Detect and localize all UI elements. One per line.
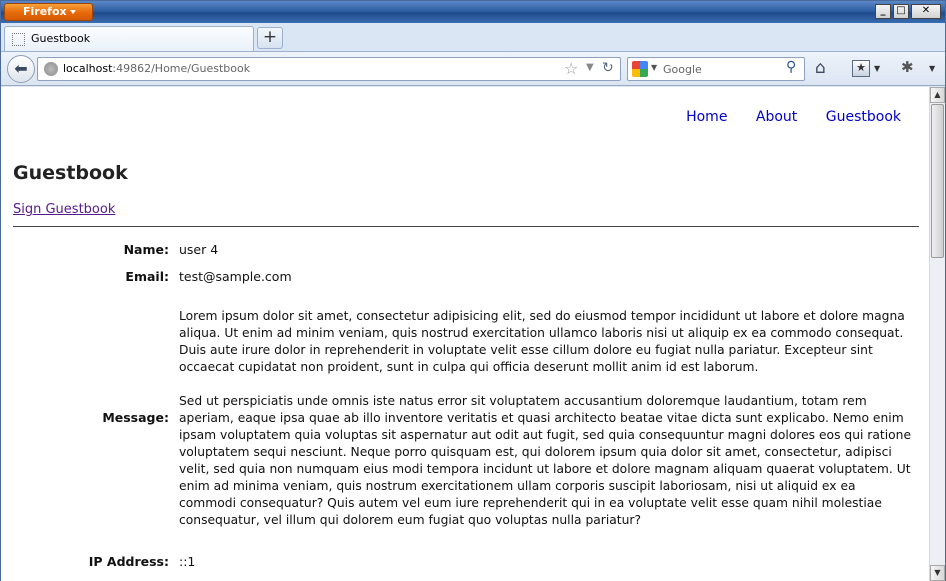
url-bar[interactable]	[37, 57, 621, 81]
search-input[interactable]: Google	[663, 63, 702, 76]
addon-icon[interactable]: ✱	[901, 58, 914, 76]
bookmarks-dropdown-icon[interactable]: ▼	[874, 64, 881, 73]
addon-dropdown-icon[interactable]: ▼	[929, 64, 936, 73]
site-nav	[662, 109, 901, 125]
nav-guestbook-link[interactable]: Guestbook	[825, 109, 901, 125]
title-bar	[1, 1, 945, 23]
email-value: test@sample.com	[179, 269, 292, 284]
search-engine-dropdown-icon[interactable]: ▼	[651, 63, 658, 72]
message-value	[179, 308, 915, 546]
firefox-menu-button[interactable]	[4, 3, 93, 21]
scroll-up-icon[interactable]: ▲	[930, 87, 945, 103]
reload-icon[interactable]: ↻	[602, 60, 614, 76]
ip-value: ::1	[179, 554, 196, 569]
navigation-toolbar	[1, 51, 945, 86]
scroll-down-icon[interactable]: ▼	[930, 565, 945, 581]
maximize-button[interactable]: □	[893, 4, 909, 19]
minimize-button[interactable]: _	[875, 4, 891, 19]
search-bar[interactable]	[627, 57, 805, 81]
nav-about-link[interactable]: About	[755, 109, 798, 125]
page-icon	[12, 33, 25, 46]
url-text[interactable]	[63, 62, 250, 75]
url-path: :49862/Home/Guestbook	[112, 62, 251, 75]
divider	[13, 226, 919, 227]
new-tab-button[interactable]: +	[257, 27, 283, 49]
message-label: Message:	[102, 410, 169, 425]
google-icon[interactable]	[632, 61, 648, 77]
message-paragraph: Sed ut perspiciatis unde omnis iste natus error sit voluptatem accusantium doloremque laudantium, totam rem aperiam, eaque ipsa quae ab illo inventore veritatis et quasi architecto beatae vitae dicta sunt explicabo. Nemo enim ipsam voluptatem quia voluptas sit aspernatur aut odit aut fugit, sed quia consequuntur magni dolores eos qui ratione voluptatem sequi nesciunt. Neque porro quisquam est, qui dolorem ipsum quia dolor sit amet, consectetur, adipisci velit, sed quia non numquam eius modi tempora incidunt ut labore et dolore magnam aliquam quaerat voluptatem. Ut enim ad minima veniam, quis nostrum exercitationem ullam corporis suscipit laboriosam, nisi ut aliquid ex ea commodi consequatur? Quis autem vel eum iure reprehenderit qui in ea voluptate velit esse quam nihil molestiae consequatur, vel illum qui dolorem eum fugiat quo voluptas nulla pariatur?	[179, 394, 912, 527]
home-icon[interactable]: ⌂	[815, 58, 826, 78]
ip-label: IP Address:	[88, 554, 169, 569]
bookmarks-icon[interactable]: ★	[852, 60, 870, 77]
email-label: Email:	[125, 269, 169, 284]
close-button[interactable]: ✕	[911, 4, 941, 19]
history-dropdown-icon[interactable]: ▼	[586, 62, 594, 73]
chevron-down-icon	[70, 10, 76, 14]
firefox-menu-label: Firefox	[23, 5, 67, 18]
search-icon[interactable]: ⚲	[786, 59, 797, 75]
globe-icon	[44, 62, 58, 76]
tab-guestbook[interactable]	[4, 26, 254, 51]
name-value: user 4	[179, 242, 219, 257]
nav-home-link[interactable]: Home	[686, 109, 728, 125]
name-label: Name:	[123, 242, 169, 257]
url-host: localhost	[63, 62, 113, 75]
tab-strip	[1, 23, 945, 51]
tab-title: Guestbook	[31, 32, 91, 45]
page-content	[1, 87, 929, 581]
vertical-scrollbar[interactable]	[929, 87, 945, 581]
back-arrow-icon: ⬅	[14, 59, 28, 78]
message-paragraph: Lorem ipsum dolor sit amet, consectetur adipisicing elit, sed do eiusmod tempor incididunt ut labore et dolore magna aliqua. Ut enim ad minim veniam, quis nostrud exercitation ullamco laboris nisi ut aliquip ex ea commodo consequat. Duis aute irure dolor in reprehenderit in voluptate velit esse cillum dolore eu fugiat nulla pariatur. Excepteur sint occaecat cupidatat non proident, sunt in culpa qui officia deserunt mollit anim id est laborum.	[179, 309, 905, 374]
scroll-thumb[interactable]	[931, 104, 944, 258]
sign-guestbook-link[interactable]: Sign Guestbook	[13, 202, 116, 217]
page-title: Guestbook	[13, 162, 128, 184]
bookmark-star-icon[interactable]: ☆	[564, 59, 579, 78]
back-button[interactable]	[7, 55, 35, 83]
